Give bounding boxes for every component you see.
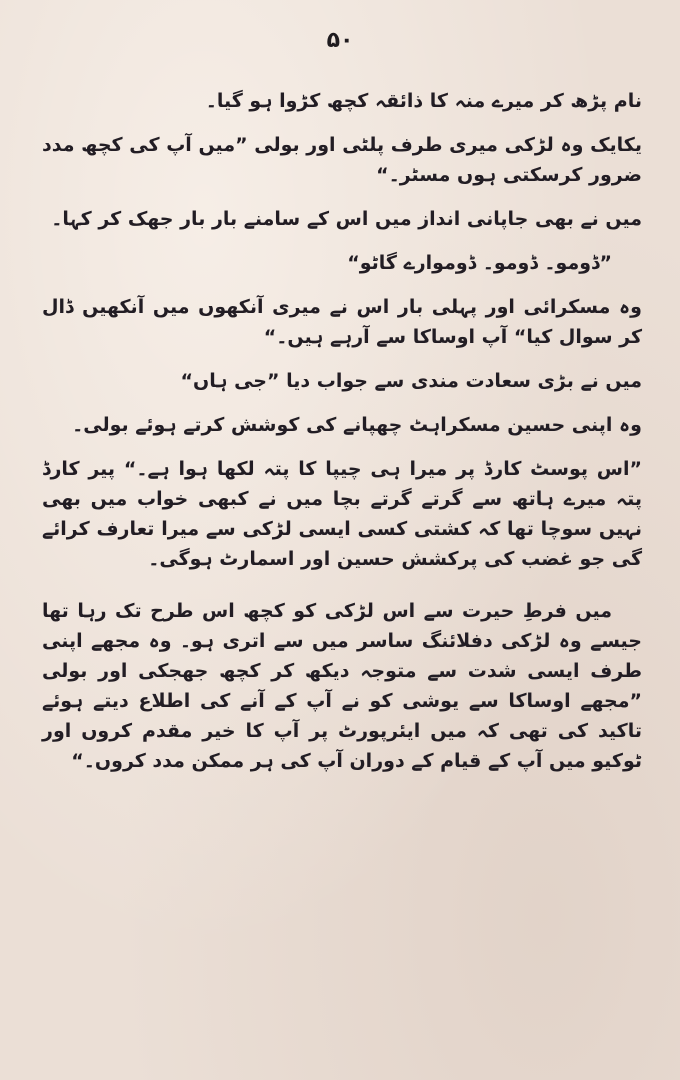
page-number: ۵۰ bbox=[326, 28, 354, 53]
body-text bbox=[42, 86, 642, 790]
paragraph-2: یکایک وہ لڑکی میری طرف پلٹی اور بولی ”میں آپ کی کچھ مدد ضرور کرسکتی ہوں مسٹر۔“ bbox=[42, 134, 642, 186]
paragraph-9: میں فرطِ حیرت سے اس لڑکی کو کچھ اس طرح تک رہا تھا جیسے وہ لڑکی دفلائنگ ساسر میں سے اتری ہو۔ وہ مجھے اپنی طرف ایسی شدت سے متوجہ دیکھ کر کچھ جھجکی اور بولی ”مجھے اوساکا سے یوشی کو نے آپ کے آنے کی اطلاع دیتے ہوئے تاکید کی تھی کہ میں ایئرپورٹ پر آپ کا خیر مقدم کروں اور ٹوکیو میں آپ کے قیام کے دوران آپ کی ہر ممکن مدد کروں۔“ bbox=[42, 600, 642, 772]
paragraph-3: میں نے بھی جاپانی انداز میں اس کے سامنے بار بار جھک کر کہا۔ bbox=[51, 208, 642, 230]
paragraph-8: ”اس پوسٹ کارڈ پر میرا ہی چیپا کا پتہ لکھا ہوا ہے۔“ پیر کارڈ پتہ میرے ہاتھ سے گرتے گرتے بچا میں نے کبھی خواب میں بھی نہیں سوچا تھا کہ کشتی کسی ایسی لڑکی سے میرا تعارف کرائے گی جو غضب کی پرکشش حسین اور اسمارٹ ہوگی۔ bbox=[42, 458, 642, 570]
paragraph-1: نام پڑھ کر میرے منہ کا ذائقہ کچھ کڑوا ہو گیا۔ bbox=[205, 90, 642, 112]
paragraph-7: وہ اپنی حسین مسکراہٹ چھپانے کی کوشش کرتے ہوئے بولی۔ bbox=[72, 414, 642, 436]
paragraph-6: میں نے بڑی سعادت مندی سے جواب دیا ”جی ہاں“ bbox=[180, 370, 642, 392]
paragraph-5: وہ مسکرائی اور پہلی بار اس نے میری آنکھوں میں آنکھیں ڈال کر سوال کیا“ آپ اوساکا سے آرہے ہیں۔“ bbox=[42, 296, 642, 348]
paragraph-4: ”ڈومو۔ ڈومو۔ ڈوموارے گاٹو“ bbox=[347, 252, 612, 274]
